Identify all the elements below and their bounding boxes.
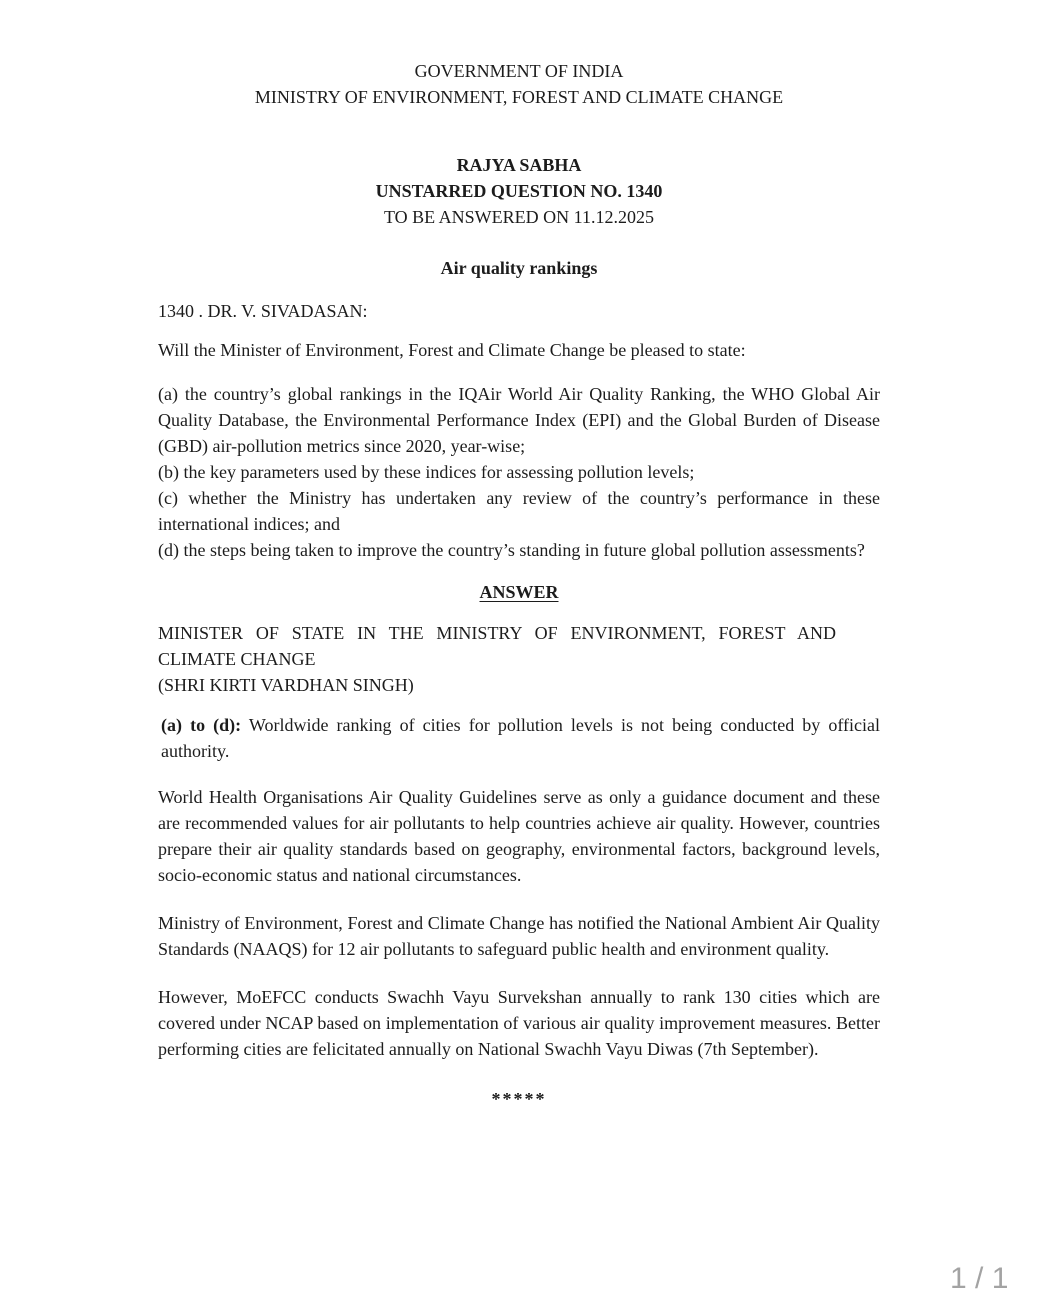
question-part-a: (a) the country’s global rankings in the IQAir World Air Quality Ranking, the WHO Global Air Quality Database, the Environmental Performance Index (EPI) and the Global Burden of Disease (GBD) air-pollution metrics since 2020, year-wise; — [158, 384, 880, 456]
member-name-line: 1340 . DR. V. SIVADASAN: — [158, 301, 368, 321]
subject-title: Air quality rankings — [440, 258, 598, 278]
minister-block — [158, 620, 880, 698]
minister-designation-line2: CLIMATE CHANGE — [158, 649, 316, 669]
question-title-block — [158, 152, 880, 230]
answer-paragraph-1 — [158, 712, 880, 764]
question-part-b: (b) the key parameters used by these indices for assessing pollution levels; — [158, 462, 695, 482]
end-asterisks: ***** — [491, 1089, 547, 1109]
answer-paragraph-1-lead: (a) to (d): — [161, 715, 242, 735]
page-indicator: 1 / 1 — [950, 1262, 1009, 1295]
document-header — [158, 58, 880, 110]
answer-paragraph-1-text: Worldwide ranking of cities for pollution levels is not being conducted by official authority. — [161, 715, 880, 761]
minister-designation-line1: MINISTER OF STATE IN THE MINISTRY OF ENVIRONMENT, FOREST AND — [158, 623, 836, 643]
question-intro: Will the Minister of Environment, Forest and Climate Change be pleased to state: — [158, 340, 746, 360]
answer-paragraph-4: However, MoEFCC conducts Swachh Vayu Survekshan annually to rank 130 cities which are covered under NCAP based on implementation of various air quality improvement measures. Better performing cities are felicitated annually on National Swachh Vayu Diwas (7th September). — [158, 987, 880, 1059]
ministry-line: MINISTRY OF ENVIRONMENT, FOREST AND CLIMATE CHANGE — [254, 87, 784, 107]
house-title: RAJYA SABHA — [456, 155, 582, 175]
question-part-c: (c) whether the Ministry has undertaken any review of the country’s performance in these international indices; and — [158, 488, 880, 534]
government-line: GOVERNMENT OF INDIA — [414, 61, 624, 81]
answer-paragraph-2: World Health Organisations Air Quality Guidelines serve as only a guidance document and these are recommended values for air pollutants to help countries achieve air quality. However, countries prepare their air quality standards based on geography, environmental factors, background levels, socio-economic status and national circumstances. — [158, 787, 880, 885]
question-number: UNSTARRED QUESTION NO. 1340 — [375, 181, 663, 201]
answer-heading: ANSWER — [479, 582, 559, 602]
answer-date: TO BE ANSWERED ON 11.12.2025 — [384, 207, 654, 227]
question-part-d: (d) the steps being taken to improve the country’s standing in future global pollution assessments? — [158, 540, 865, 560]
minister-name: (SHRI KIRTI VARDHAN SINGH) — [158, 675, 414, 695]
answer-paragraph-3: Ministry of Environment, Forest and Climate Change has notified the National Ambient Air Quality Standards (NAAQS) for 12 air pollutants to safeguard public health and environment quality. — [158, 913, 880, 959]
question-parts — [158, 381, 880, 563]
